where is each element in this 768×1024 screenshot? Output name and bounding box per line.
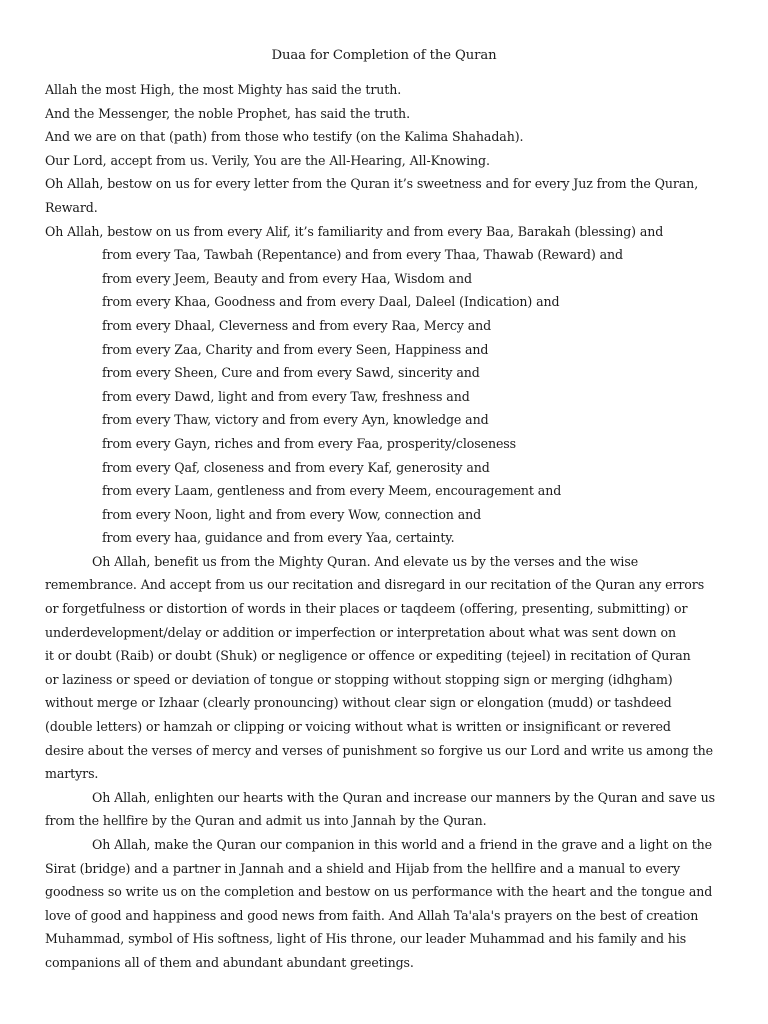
indented-line: from every Qaf, closeness and from every Kaf, generosity and <box>102 459 490 475</box>
text-line: Oh Allah, make the Quran our companion in this world and a friend in the grave and a light on the <box>92 837 713 852</box>
text-line: goodness so write us on the completion and bestow on us performance with the heart and the tongue and <box>45 884 713 900</box>
indented-line: from every Taa, Tawbah (Repentance) and from every Thaa, Thawab (Reward) and <box>102 247 623 263</box>
indented-line: from every Noon, light and from every Wow, connection and <box>102 506 482 522</box>
indented-line: from every Jeem, Beauty and from every Haa, Wisdom and <box>102 270 472 286</box>
indented-line: from every Laam, gentleness and from every Meem, encouragement and <box>102 483 562 499</box>
text-line: And we are on that (path) from those who testify (on the Kalima Shahadah). <box>45 129 524 145</box>
indented-line: from every Sheen, Cure and from every Sawd, sincerity and <box>102 365 480 381</box>
text-line: Oh Allah, enlighten our hearts with the Quran and increase our manners by the Quran and save us <box>92 789 715 805</box>
paragraph-benefit <box>45 550 735 786</box>
paragraph-companion <box>45 833 735 975</box>
indented-line: from every Gayn, riches and from every Faa, prosperity/closeness <box>102 435 517 451</box>
text-line: desire about the verses of mercy and verses of punishment so forgive us our Lord and write us among the <box>45 742 714 758</box>
document-title: Duaa for Completion of the Quran <box>271 48 497 63</box>
text-line: love of good and happiness and good news from faith. And Allah Ta'ala's prayers on the best of creation <box>45 907 699 923</box>
text-line: without merge or Izhaar (clearly pronouncing) without clear sign or elongation (mudd) or tashdeed <box>45 695 672 711</box>
text-line: remembrance. And accept from us our recitation and disregard in our recitation of the Quran any errors <box>45 577 705 593</box>
text-line: or laziness or speed or deviation of tongue or stopping without stopping sign or merging (idhgham) <box>45 671 673 687</box>
indented-line: from every Thaw, victory and from every Ayn, knowledge and <box>102 412 489 428</box>
text-line: it or doubt (Raib) or doubt (Shuk) or negligence or offence or expediting (tejeel) in recitation of Quran <box>45 648 691 664</box>
text-line: Sirat (bridge) and a partner in Jannah and a shield and Hijab from the hellfire and a manual to every <box>45 860 680 876</box>
intro-block <box>45 78 735 243</box>
text-line: or forgetfulness or distortion of words in their places or taqdeem (offering, presenting, submitting) or <box>45 601 688 617</box>
indented-line: from every haa, guidance and from every Yaa, certainty. <box>102 530 455 546</box>
text-line: And the Messenger, the noble Prophet, has said the truth. <box>45 105 410 121</box>
text-line: from the hellfire by the Quran and admit us into Jannah by the Quran. <box>45 813 487 829</box>
text-line: underdevelopment/delay or addition or imperfection or interpretation about what was sent down on <box>45 624 677 640</box>
text-line: Oh Allah, bestow on us for every letter from the Quran it’s sweetness and for every Juz from the Quran, <box>45 176 699 192</box>
letters-block <box>45 243 735 550</box>
indented-line: from every Dawd, light and from every Taw, freshness and <box>102 388 470 404</box>
text-line: Allah the most High, the most Mighty has said the truth. <box>45 82 402 97</box>
document-body <box>45 78 735 975</box>
text-line: Oh Allah, bestow on us from every Alif, it’s familiarity and from every Baa, Barakah (blessing) and <box>45 223 664 239</box>
text-line: (double letters) or hamzah or clipping or voicing without what is written or insignificant or revered <box>45 719 671 735</box>
text-line: Our Lord, accept from us. Verily, You are the All-Hearing, All-Knowing. <box>45 152 490 168</box>
text-line: martyrs. <box>45 766 99 782</box>
text-line: companions all of them and abundant abundant greetings. <box>45 954 414 970</box>
indented-line: from every Zaa, Charity and from every Seen, Happiness and <box>102 341 489 357</box>
indented-line: from every Dhaal, Cleverness and from every Raa, Mercy and <box>102 317 492 333</box>
text-line: Muhammad, symbol of His softness, light of His throne, our leader Muhammad and his family and his <box>45 931 687 947</box>
paragraph-enlighten <box>45 786 735 833</box>
indented-line: from every Khaa, Goodness and from every Daal, Daleel (Indication) and <box>102 294 560 310</box>
text-line: Oh Allah, benefit us from the Mighty Quran. And elevate us by the verses and the wise <box>92 553 639 569</box>
text-line: Reward. <box>45 199 98 215</box>
